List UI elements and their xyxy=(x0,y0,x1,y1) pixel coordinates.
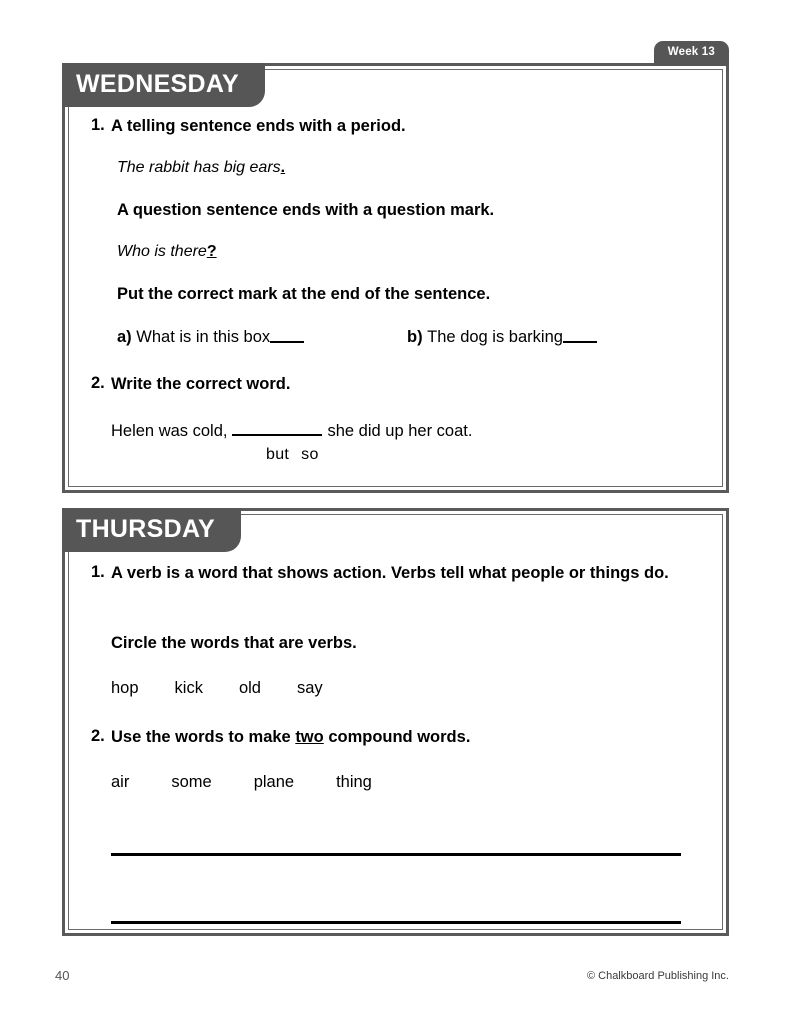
word-option-plane[interactable]: plane xyxy=(253,773,295,791)
question-text-before: Use the words to make xyxy=(111,728,296,746)
example-punctuation-mark: ? xyxy=(206,243,217,260)
word-bank-option-but[interactable]: but xyxy=(266,446,290,463)
question-number: 1. xyxy=(91,563,105,581)
thursday-question-2 xyxy=(91,727,470,748)
word-option-old[interactable]: old xyxy=(238,679,261,697)
thursday-verb-word-list xyxy=(111,679,359,698)
wednesday-instruction-put-mark: Put the correct mark at the end of the sentence. xyxy=(117,285,491,303)
question-text-after: compound words. xyxy=(323,728,471,746)
fill-in-sentence xyxy=(111,422,472,441)
item-label-a: a) xyxy=(117,328,132,346)
wednesday-question-2 xyxy=(91,374,290,395)
item-sentence-b: The dog is barking xyxy=(427,328,563,346)
question-text: Write the correct word. xyxy=(111,375,291,393)
word-option-some[interactable]: some xyxy=(171,773,212,791)
wednesday-fill-in-exercise xyxy=(111,422,473,463)
wednesday-subheading-question-mark: A question sentence ends with a question mark. xyxy=(117,201,495,219)
example-sentence: Who is there xyxy=(117,243,207,260)
answer-write-line-1[interactable] xyxy=(111,853,681,856)
word-option-hop[interactable]: hop xyxy=(111,679,139,697)
day-box-thursday xyxy=(62,508,729,936)
thursday-instruction-circle-verbs: Circle the words that are verbs. xyxy=(111,634,357,652)
answer-write-line-2[interactable] xyxy=(111,921,681,924)
day-box-wednesday xyxy=(62,63,729,493)
wednesday-example-2 xyxy=(117,242,217,262)
example-sentence: The rabbit has big ears xyxy=(117,159,281,176)
day-banner-thursday: THURSDAY xyxy=(62,508,241,552)
question-text: A verb is a word that shows action. Verbs tell what people or things do. xyxy=(111,564,669,582)
item-label-b: b) xyxy=(407,328,423,346)
page-footer xyxy=(0,968,791,988)
wednesday-item-row xyxy=(117,328,697,347)
question-text xyxy=(111,727,470,748)
week-tab: Week 13 xyxy=(654,41,729,66)
sentence-before-blank: Helen was cold, xyxy=(111,422,228,440)
wednesday-question-1 xyxy=(91,116,406,137)
thursday-question-1 xyxy=(91,563,701,584)
question-text-emphasis: two xyxy=(295,728,324,746)
example-punctuation-mark: . xyxy=(280,159,286,176)
word-bank-option-so[interactable]: so xyxy=(301,446,319,463)
sentence-after-blank: she did up her coat. xyxy=(327,422,473,440)
item-sentence-a: What is in this box xyxy=(136,328,271,346)
question-number: 2. xyxy=(91,727,105,745)
wednesday-item-a[interactable] xyxy=(117,328,407,347)
answer-blank-a[interactable] xyxy=(270,341,304,343)
wednesday-item-b[interactable] xyxy=(407,328,597,347)
question-number: 1. xyxy=(91,116,105,134)
word-option-thing[interactable]: thing xyxy=(336,773,372,791)
word-bank xyxy=(266,446,331,464)
word-option-kick[interactable]: kick xyxy=(174,679,203,697)
answer-blank-b[interactable] xyxy=(563,341,597,343)
answer-blank-word[interactable] xyxy=(232,434,322,436)
thursday-compound-word-list xyxy=(111,773,414,792)
word-option-air[interactable]: air xyxy=(111,773,130,791)
word-option-say[interactable]: say xyxy=(296,679,323,697)
question-number: 2. xyxy=(91,374,105,392)
day-banner-wednesday: WEDNESDAY xyxy=(62,63,265,107)
copyright-notice: © Chalkboard Publishing Inc. xyxy=(586,970,729,982)
wednesday-example-1 xyxy=(117,158,285,178)
question-text: A telling sentence ends with a period. xyxy=(111,117,406,135)
page-number: 40 xyxy=(55,968,70,983)
